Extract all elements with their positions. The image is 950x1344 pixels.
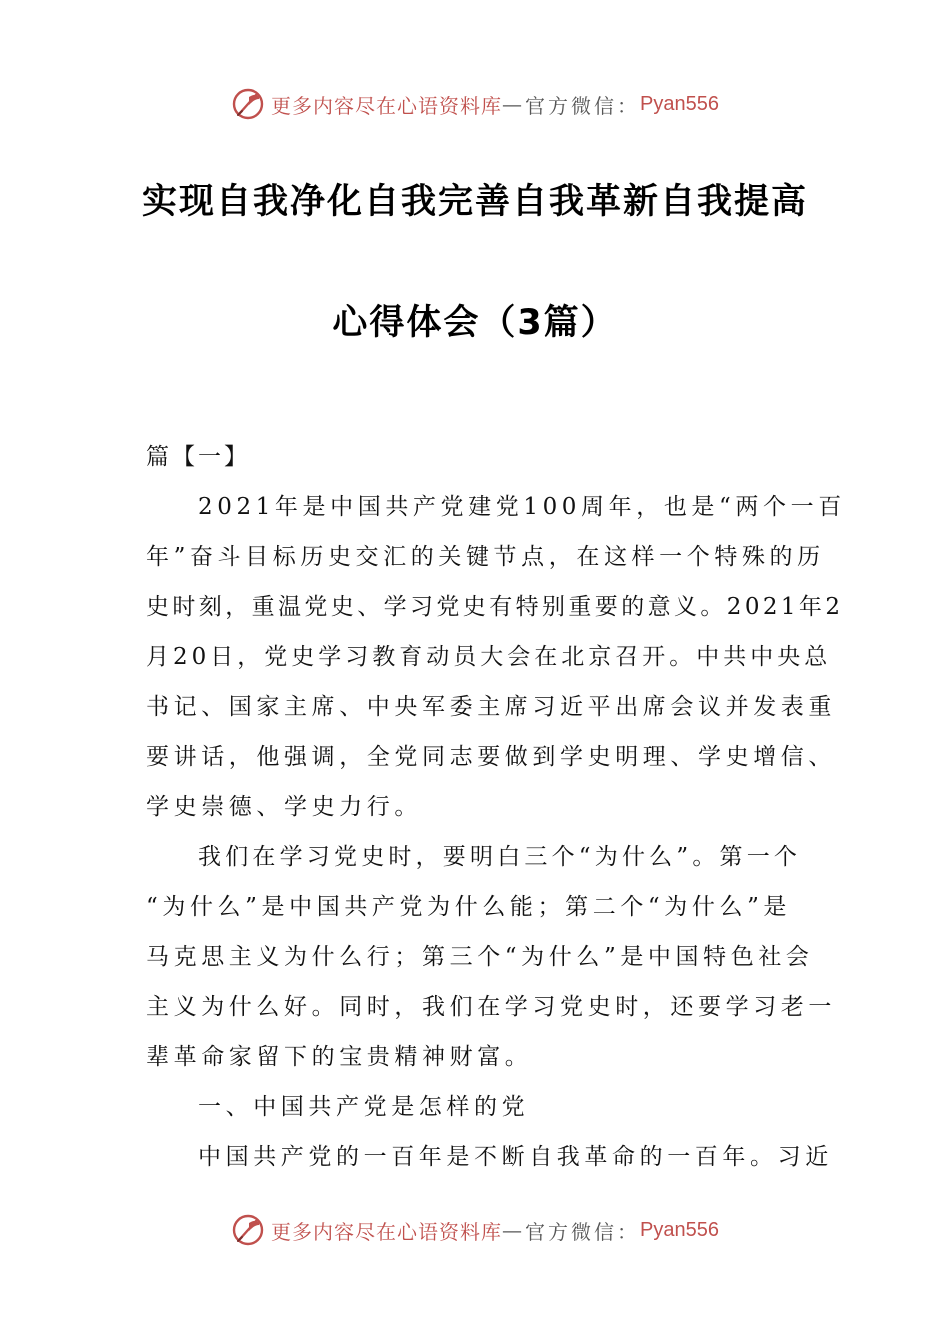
body-line: 史时刻，重温党史、学习党史有特别重要的意义。2021年2	[146, 594, 844, 620]
banner-red-text: 更多内容尽在心语资料库	[271, 1219, 503, 1244]
body-line: 年”奋斗目标历史交汇的关键节点，在这样一个特殊的历	[146, 544, 825, 570]
document-title-line-2: 心得体会（3篇）	[332, 303, 618, 343]
header-watermark-banner	[0, 82, 950, 126]
body-line: 马克思主义为什么行；第三个“为什么”是中国特色社会	[146, 944, 814, 970]
body-line: 我们在学习党史时，要明白三个“为什么”。第一个	[198, 844, 802, 870]
banner-wechat-label: 官方微信：	[525, 93, 641, 118]
banner-wechat-label: 官方微信：	[525, 1219, 641, 1244]
body-line: 月20日，党史学习教育动员大会在北京召开。中共中央总	[146, 644, 832, 670]
document-title-line-1: 实现自我净化自我完善自我革新自我提高	[141, 182, 808, 222]
body-line: 一、中国共产党是怎样的党	[198, 1094, 530, 1120]
body-line: “为什么”是中国共产党为什么能；第二个“为什么”是	[146, 894, 792, 920]
body-line: 要讲话，他强调，全党同志要做到学史明理、学史增信、	[146, 744, 836, 770]
body-line: 书记、国家主席、中央军委主席习近平出席会议并发表重	[146, 694, 836, 720]
section-label: 篇【一】	[146, 444, 250, 470]
banner-wechat-id: Pyan556	[640, 1218, 719, 1241]
body-line: 2021年是中国共产党建党100周年，也是“两个一百	[198, 494, 846, 520]
banner-red-text: 更多内容尽在心语资料库	[271, 93, 503, 118]
quill-logo-icon	[231, 1213, 265, 1247]
body-line: 中国共产党的一百年是不断自我革命的一百年。习近	[198, 1144, 833, 1170]
body-line: 辈革命家留下的宝贵精神财富。	[146, 1044, 533, 1070]
banner-wechat-id: Pyan556	[640, 92, 719, 115]
body-line: 学史崇德、学史力行。	[146, 794, 422, 820]
banner-dash: —	[502, 1218, 526, 1242]
footer-watermark-banner	[0, 1208, 950, 1252]
banner-dash: —	[502, 92, 526, 116]
quill-logo-icon	[231, 87, 265, 121]
body-line: 主义为什么好。同时，我们在学习党史时，还要学习老一	[146, 994, 836, 1020]
